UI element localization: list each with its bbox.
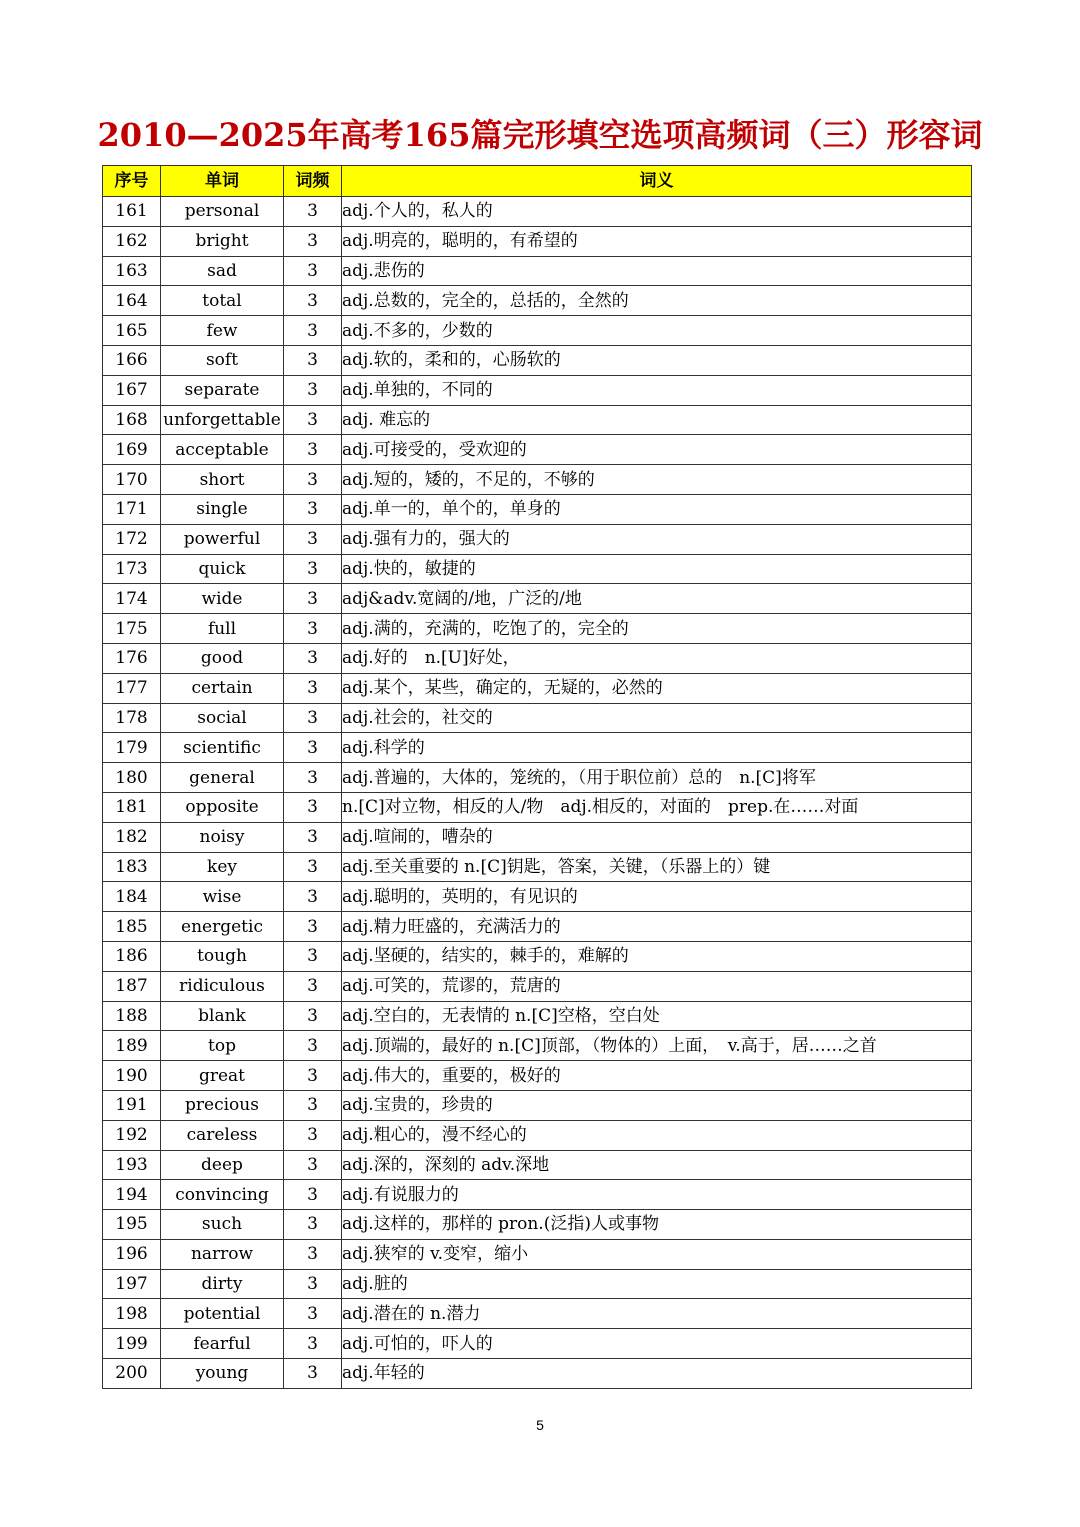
row-frequency: 3	[284, 554, 342, 584]
row-number: 168	[103, 405, 161, 435]
row-meaning: adj.社会的，社交的	[342, 703, 972, 733]
row-meaning: adj.明亮的，聪明的，有希望的	[342, 226, 972, 256]
row-meaning: adj.至关重要的 n.[C]钥匙，答案，关键，（乐器上的）键	[342, 852, 972, 882]
table-row	[103, 763, 972, 793]
table-row	[103, 345, 972, 375]
row-number: 198	[103, 1299, 161, 1329]
table-row	[103, 554, 972, 584]
row-meaning: adj.可怕的，吓人的	[342, 1329, 972, 1359]
row-frequency: 3	[284, 1120, 342, 1150]
row-word: key	[161, 852, 284, 882]
row-meaning: adj.这样的，那样的 pron.(泛指)人或事物	[342, 1210, 972, 1240]
row-number: 192	[103, 1120, 161, 1150]
row-meaning: adj.科学的	[342, 733, 972, 763]
table-row	[103, 405, 972, 435]
row-meaning: adj.个人的，私人的	[342, 197, 972, 227]
row-meaning: adj.空白的，无表情的 n.[C]空格，空白处	[342, 1001, 972, 1031]
row-word: top	[161, 1031, 284, 1061]
row-word: sad	[161, 256, 284, 286]
row-meaning: adj.悲伤的	[342, 256, 972, 286]
table-row	[103, 435, 972, 465]
row-word: full	[161, 614, 284, 644]
row-word: wise	[161, 882, 284, 912]
row-frequency: 3	[284, 584, 342, 614]
row-word: tough	[161, 941, 284, 971]
row-meaning: adj.深的，深刻的 adv.深地	[342, 1150, 972, 1180]
row-frequency: 3	[284, 405, 342, 435]
row-frequency: 3	[284, 822, 342, 852]
row-number: 196	[103, 1239, 161, 1269]
table-row	[103, 286, 972, 316]
row-frequency: 3	[284, 1061, 342, 1091]
row-number: 188	[103, 1001, 161, 1031]
table-row	[103, 1120, 972, 1150]
row-meaning: adj.潜在的 n.潜力	[342, 1299, 972, 1329]
table-row	[103, 912, 972, 942]
row-meaning: adj.不多的，少数的	[342, 316, 972, 346]
row-meaning: adj.快的，敏捷的	[342, 554, 972, 584]
row-number: 195	[103, 1210, 161, 1240]
page-number: 5	[536, 1417, 544, 1433]
row-number: 161	[103, 197, 161, 227]
row-meaning: adj.可接受的，受欢迎的	[342, 435, 972, 465]
row-word: careless	[161, 1120, 284, 1150]
table-row	[103, 1210, 972, 1240]
row-number: 180	[103, 763, 161, 793]
row-frequency: 3	[284, 673, 342, 703]
row-meaning: adj.单独的，不同的	[342, 375, 972, 405]
row-frequency: 3	[284, 345, 342, 375]
row-number: 184	[103, 882, 161, 912]
table-header-row	[103, 166, 972, 197]
row-frequency: 3	[284, 1269, 342, 1299]
row-number: 166	[103, 345, 161, 375]
row-word: ridiculous	[161, 971, 284, 1001]
row-word: convincing	[161, 1180, 284, 1210]
row-number: 170	[103, 465, 161, 495]
row-word: potential	[161, 1299, 284, 1329]
row-number: 189	[103, 1031, 161, 1061]
row-word: opposite	[161, 792, 284, 822]
row-meaning: adj.聪明的，英明的，有见识的	[342, 882, 972, 912]
row-meaning: adj.喧闹的，嘈杂的	[342, 822, 972, 852]
row-meaning: adj.好的 n.[U]好处，	[342, 643, 972, 673]
header-frequency: 词频	[284, 166, 342, 197]
row-meaning: adj.总数的，完全的，总括的，全然的	[342, 286, 972, 316]
row-frequency: 3	[284, 1150, 342, 1180]
row-word: great	[161, 1061, 284, 1091]
table-row	[103, 1329, 972, 1359]
vocabulary-table	[102, 165, 972, 1389]
row-word: blank	[161, 1001, 284, 1031]
row-frequency: 3	[284, 643, 342, 673]
table-row	[103, 494, 972, 524]
row-frequency: 3	[284, 197, 342, 227]
row-number: 181	[103, 792, 161, 822]
row-number: 175	[103, 614, 161, 644]
table-row	[103, 733, 972, 763]
row-word: fearful	[161, 1329, 284, 1359]
row-number: 191	[103, 1090, 161, 1120]
row-word: few	[161, 316, 284, 346]
row-number: 171	[103, 494, 161, 524]
row-frequency: 3	[284, 435, 342, 465]
table-row	[103, 1001, 972, 1031]
row-meaning: n.[C]对立物，相反的人/物 adj.相反的，对面的 prep.在……对面	[342, 792, 972, 822]
table-row	[103, 1150, 972, 1180]
table-row	[103, 1031, 972, 1061]
table-row	[103, 971, 972, 1001]
row-frequency: 3	[284, 1299, 342, 1329]
row-word: certain	[161, 673, 284, 703]
row-meaning: adj.某个，某些，确定的，无疑的，必然的	[342, 673, 972, 703]
table-row	[103, 375, 972, 405]
row-meaning: adj.软的，柔和的，心肠软的	[342, 345, 972, 375]
row-word: total	[161, 286, 284, 316]
row-word: quick	[161, 554, 284, 584]
table-row	[103, 1180, 972, 1210]
table-row	[103, 1269, 972, 1299]
row-word: unforgettable	[161, 405, 284, 435]
row-number: 182	[103, 822, 161, 852]
row-word: single	[161, 494, 284, 524]
row-frequency: 3	[284, 1239, 342, 1269]
table-row	[103, 614, 972, 644]
table-row	[103, 673, 972, 703]
row-meaning: adj.满的，充满的，吃饱了的，完全的	[342, 614, 972, 644]
table-row	[103, 882, 972, 912]
row-word: wide	[161, 584, 284, 614]
row-meaning: adj.宝贵的，珍贵的	[342, 1090, 972, 1120]
row-number: 178	[103, 703, 161, 733]
row-word: social	[161, 703, 284, 733]
row-meaning: adj.可笑的，荒谬的，荒唐的	[342, 971, 972, 1001]
table-row	[103, 703, 972, 733]
row-word: personal	[161, 197, 284, 227]
table-body	[103, 197, 972, 1389]
row-number: 200	[103, 1359, 161, 1389]
row-meaning: adj.脏的	[342, 1269, 972, 1299]
row-number: 176	[103, 643, 161, 673]
row-frequency: 3	[284, 1090, 342, 1120]
row-word: deep	[161, 1150, 284, 1180]
row-meaning: adj.精力旺盛的，充满活力的	[342, 912, 972, 942]
row-number: 167	[103, 375, 161, 405]
row-word: separate	[161, 375, 284, 405]
row-number: 174	[103, 584, 161, 614]
row-meaning: adj.单一的，单个的，单身的	[342, 494, 972, 524]
row-frequency: 3	[284, 316, 342, 346]
row-meaning: adj.坚硬的，结实的，棘手的，难解的	[342, 941, 972, 971]
table-row	[103, 197, 972, 227]
row-meaning: adj.伟大的，重要的，极好的	[342, 1061, 972, 1091]
row-number: 162	[103, 226, 161, 256]
row-number: 193	[103, 1150, 161, 1180]
row-number: 177	[103, 673, 161, 703]
row-word: good	[161, 643, 284, 673]
row-word: short	[161, 465, 284, 495]
row-word: such	[161, 1210, 284, 1240]
table-row	[103, 643, 972, 673]
row-word: scientific	[161, 733, 284, 763]
table-row	[103, 584, 972, 614]
row-frequency: 3	[284, 226, 342, 256]
row-word: dirty	[161, 1269, 284, 1299]
table-row	[103, 1239, 972, 1269]
row-number: 169	[103, 435, 161, 465]
row-meaning: adj.年轻的	[342, 1359, 972, 1389]
row-frequency: 3	[284, 465, 342, 495]
table-row	[103, 941, 972, 971]
row-frequency: 3	[284, 494, 342, 524]
row-number: 190	[103, 1061, 161, 1091]
row-number: 163	[103, 256, 161, 286]
row-number: 183	[103, 852, 161, 882]
row-frequency: 3	[284, 971, 342, 1001]
row-number: 185	[103, 912, 161, 942]
row-frequency: 3	[284, 703, 342, 733]
row-word: soft	[161, 345, 284, 375]
row-word: bright	[161, 226, 284, 256]
row-frequency: 3	[284, 912, 342, 942]
header-meaning: 词义	[342, 166, 972, 197]
table-row	[103, 1299, 972, 1329]
row-word: acceptable	[161, 435, 284, 465]
row-frequency: 3	[284, 1359, 342, 1389]
row-frequency: 3	[284, 792, 342, 822]
row-word: energetic	[161, 912, 284, 942]
table-row	[103, 316, 972, 346]
row-frequency: 3	[284, 1001, 342, 1031]
row-number: 186	[103, 941, 161, 971]
row-frequency: 3	[284, 286, 342, 316]
row-meaning: adj&adv.宽阔的/地，广泛的/地	[342, 584, 972, 614]
table-row	[103, 256, 972, 286]
row-word: noisy	[161, 822, 284, 852]
row-word: general	[161, 763, 284, 793]
row-number: 197	[103, 1269, 161, 1299]
row-number: 173	[103, 554, 161, 584]
row-word: young	[161, 1359, 284, 1389]
row-meaning: adj.狭窄的 v.变窄，缩小	[342, 1239, 972, 1269]
row-meaning: adj.顶端的，最好的 n.[C]顶部，（物体的）上面， v.高于，居……之首	[342, 1031, 972, 1061]
table-row	[103, 465, 972, 495]
row-word: narrow	[161, 1239, 284, 1269]
row-number: 164	[103, 286, 161, 316]
row-word: powerful	[161, 524, 284, 554]
table-row	[103, 1359, 972, 1389]
row-frequency: 3	[284, 256, 342, 286]
row-frequency: 3	[284, 733, 342, 763]
table-row	[103, 226, 972, 256]
row-frequency: 3	[284, 1329, 342, 1359]
row-frequency: 3	[284, 1210, 342, 1240]
row-meaning: adj.强有力的，强大的	[342, 524, 972, 554]
row-frequency: 3	[284, 1031, 342, 1061]
row-frequency: 3	[284, 763, 342, 793]
row-frequency: 3	[284, 882, 342, 912]
row-frequency: 3	[284, 614, 342, 644]
row-meaning: adj. 难忘的	[342, 405, 972, 435]
row-word: precious	[161, 1090, 284, 1120]
page-title: 2010—2025年高考165篇完形填空选项高频词（三）形容词	[97, 116, 983, 154]
row-number: 194	[103, 1180, 161, 1210]
row-meaning: adj.普遍的，大体的，笼统的，（用于职位前）总的 n.[C]将军	[342, 763, 972, 793]
table-row	[103, 792, 972, 822]
row-meaning: adj.有说服力的	[342, 1180, 972, 1210]
table-row	[103, 524, 972, 554]
table-row	[103, 1061, 972, 1091]
row-number: 187	[103, 971, 161, 1001]
row-meaning: adj.粗心的，漫不经心的	[342, 1120, 972, 1150]
row-number: 172	[103, 524, 161, 554]
row-number: 179	[103, 733, 161, 763]
table-row	[103, 852, 972, 882]
table-row	[103, 822, 972, 852]
header-word: 单词	[161, 166, 284, 197]
row-frequency: 3	[284, 852, 342, 882]
row-meaning: adj.短的，矮的，不足的，不够的	[342, 465, 972, 495]
row-frequency: 3	[284, 1180, 342, 1210]
row-frequency: 3	[284, 524, 342, 554]
row-frequency: 3	[284, 375, 342, 405]
header-number: 序号	[103, 166, 161, 197]
row-frequency: 3	[284, 941, 342, 971]
table-row	[103, 1090, 972, 1120]
row-number: 165	[103, 316, 161, 346]
row-number: 199	[103, 1329, 161, 1359]
